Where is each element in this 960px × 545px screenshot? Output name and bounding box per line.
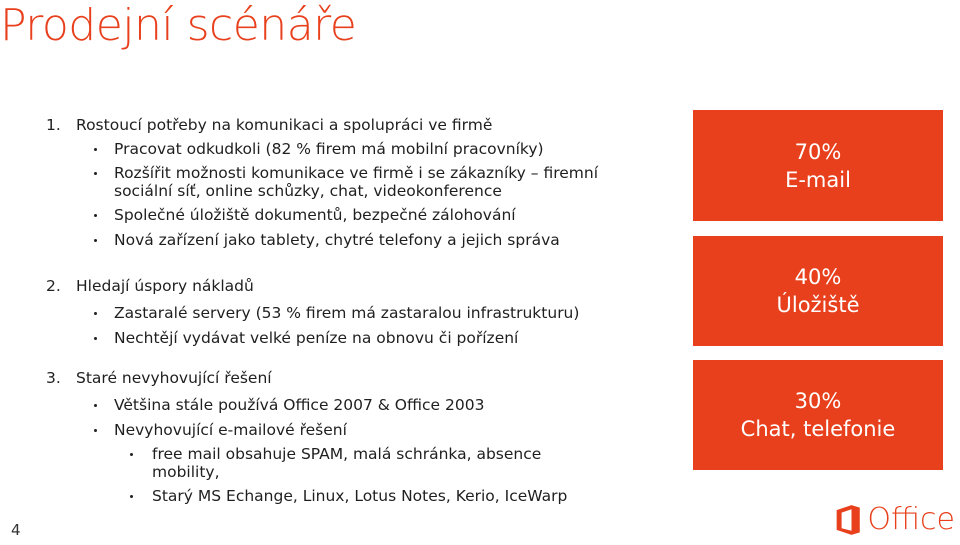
bullet-icon bbox=[94, 429, 97, 432]
stat-value: 30% bbox=[794, 389, 842, 413]
bullet-icon bbox=[94, 172, 97, 175]
section-3-bullet-1: Většina stále používá Office 2007 & Office 2003 bbox=[114, 396, 485, 414]
stat-box-email bbox=[693, 110, 943, 221]
stat-label: E-mail bbox=[785, 167, 851, 192]
section-3-sub-bullet-1: free mail obsahuje SPAM, malá schránka, absence bbox=[152, 445, 542, 463]
section-2-number: 2. bbox=[46, 277, 61, 295]
bullet-icon bbox=[94, 214, 97, 217]
bullet-icon bbox=[94, 404, 97, 407]
section-1-bullet-3: Společné úložiště dokumentů, bezpečné zálohování bbox=[114, 206, 516, 224]
section-2-bullet-2: Nechtějí vydávat velké peníze na obnovu či pořízení bbox=[114, 329, 519, 347]
office-logo bbox=[835, 500, 955, 540]
bullet-icon bbox=[94, 337, 97, 340]
section-3-number: 3. bbox=[46, 369, 61, 387]
section-1-number: 1. bbox=[46, 116, 61, 134]
section-1-heading: Rostoucí potřeby na komunikaci a spolupráci ve firmě bbox=[76, 116, 493, 134]
section-1-bullet-2: Rozšířit možnosti komunikace ve firmě i se zákazníky – firemní bbox=[114, 164, 599, 182]
stat-box-chat bbox=[693, 360, 943, 470]
page-number: 4 bbox=[11, 521, 21, 539]
stat-value: 40% bbox=[794, 265, 842, 289]
section-2-heading: Hledají úspory nákladů bbox=[76, 277, 254, 295]
section-2-bullet-1: Zastaralé servery (53 % firem má zastaralou infrastrukturu) bbox=[114, 304, 580, 322]
stat-value: 70% bbox=[794, 139, 842, 164]
section-1-bullet-1: Pracovat odkudkoli (82 % firem má mobilní pracovníky) bbox=[114, 140, 544, 158]
office-logo-icon bbox=[835, 501, 861, 539]
section-1-bullet-2-cont: sociální síť, online schůzky, chat, videokonference bbox=[114, 182, 502, 200]
section-3-sub-bullet-2: Starý MS Echange, Linux, Lotus Notes, Kerio, IceWarp bbox=[152, 487, 568, 505]
bullet-icon bbox=[94, 239, 97, 242]
section-1-bullet-4: Nová zařízení jako tablety, chytré telefony a jejich správa bbox=[114, 231, 560, 249]
bullet-icon bbox=[94, 148, 97, 151]
section-3-bullet-2: Nevyhovující e-mailové řešení bbox=[114, 421, 347, 439]
stat-box-storage bbox=[693, 236, 943, 346]
sub-bullet-icon bbox=[130, 495, 133, 498]
office-logo-text: Office bbox=[867, 502, 955, 537]
stat-label: Úložiště bbox=[776, 293, 860, 317]
section-3-sub-bullet-1-cont: mobility, bbox=[152, 463, 220, 481]
slide-title: Prodejní scénáře bbox=[0, 0, 357, 51]
stat-label: Chat, telefonie bbox=[740, 417, 896, 441]
bullet-icon bbox=[94, 312, 97, 315]
section-3-heading: Staré nevyhovující řešení bbox=[76, 369, 272, 387]
sub-bullet-icon bbox=[130, 453, 133, 456]
